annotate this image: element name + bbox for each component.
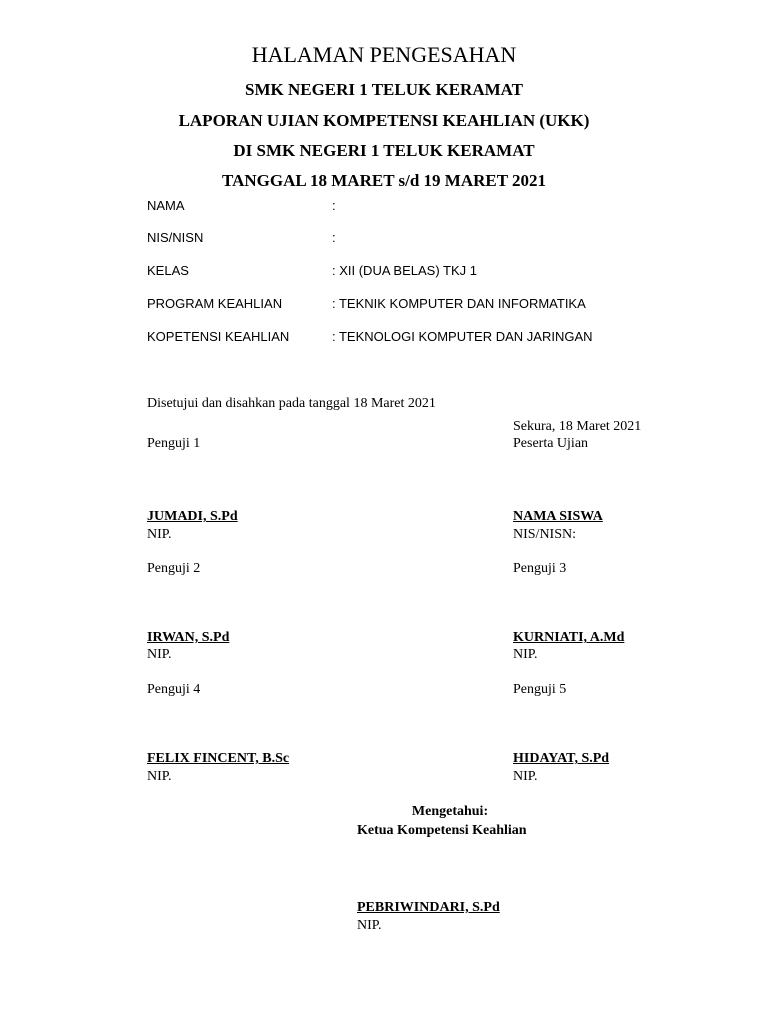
signatory-id-penguji-2: NIP. (147, 647, 172, 662)
signatory-id-peserta: NIS/NISN: (513, 527, 577, 542)
approval-statement: Disetujui dan disahkan pada tanggal 18 Maret 2021 (147, 396, 436, 411)
signatory-name-penguji-4: FELIX FINCENT, B.Sc (147, 751, 290, 766)
signatory-name-penguji-3: KURNIATI, A.Md (513, 630, 625, 645)
signatory-name-penguji-1: JUMADI, S.Pd (147, 509, 238, 524)
field-label-program: PROGRAM KEAHLIAN (147, 296, 283, 311)
field-value-kelas: : XII (DUA BELAS) TKJ 1 (332, 263, 477, 278)
field-value-nama: : (332, 198, 336, 213)
role-penguji-1: Penguji 1 (147, 436, 201, 451)
signatory-name-penguji-5: HIDAYAT, S.Pd (513, 751, 610, 766)
school-name-heading: SMK NEGERI 1 TELUK KERAMAT (244, 80, 524, 99)
signatory-id-penguji-3: NIP. (513, 647, 538, 662)
head-position: Ketua Kompetensi Keahlian (357, 823, 527, 838)
signatory-name-peserta: NAMA SISWA (513, 509, 603, 524)
report-title-heading: LAPORAN UJIAN KOMPETENSI KEAHLIAN (UKK) (178, 111, 590, 130)
role-penguji-4: Penguji 4 (147, 682, 201, 697)
location-heading: DI SMK NEGERI 1 TELUK KERAMAT (233, 141, 535, 160)
date-range-heading: TANGGAL 18 MARET s/d 19 MARET 2021 (222, 171, 546, 190)
role-penguji-2: Penguji 2 (147, 561, 201, 576)
page-title: HALAMAN PENGESAHAN (251, 42, 517, 67)
field-label-nama: NAMA (147, 198, 185, 213)
role-peserta-ujian: Peserta Ujian (513, 436, 589, 451)
head-id: NIP. (357, 918, 382, 933)
signatory-id-penguji-1: NIP. (147, 527, 172, 542)
field-label-nis: NIS/NISN (147, 230, 204, 245)
place-date: Sekura, 18 Maret 2021 (513, 419, 642, 434)
head-name: PEBRIWINDARI, S.Pd (357, 900, 500, 915)
field-value-nis: : (332, 230, 336, 245)
signatory-id-penguji-5: NIP. (513, 769, 538, 784)
signatory-id-penguji-4: NIP. (147, 769, 172, 784)
field-value-kompetensi: : TEKNOLOGI KOMPUTER DAN JARINGAN (332, 329, 593, 344)
signatory-name-penguji-2: IRWAN, S.Pd (147, 630, 230, 645)
field-label-kelas: KELAS (147, 263, 189, 278)
field-value-program: : TEKNIK KOMPUTER DAN INFORMATIKA (332, 296, 586, 311)
role-penguji-3: Penguji 3 (513, 561, 567, 576)
field-label-kompetensi: KOPETENSI KEAHLIAN (147, 329, 290, 344)
known-by-label: Mengetahui: (411, 804, 489, 819)
role-penguji-5: Penguji 5 (513, 682, 567, 697)
